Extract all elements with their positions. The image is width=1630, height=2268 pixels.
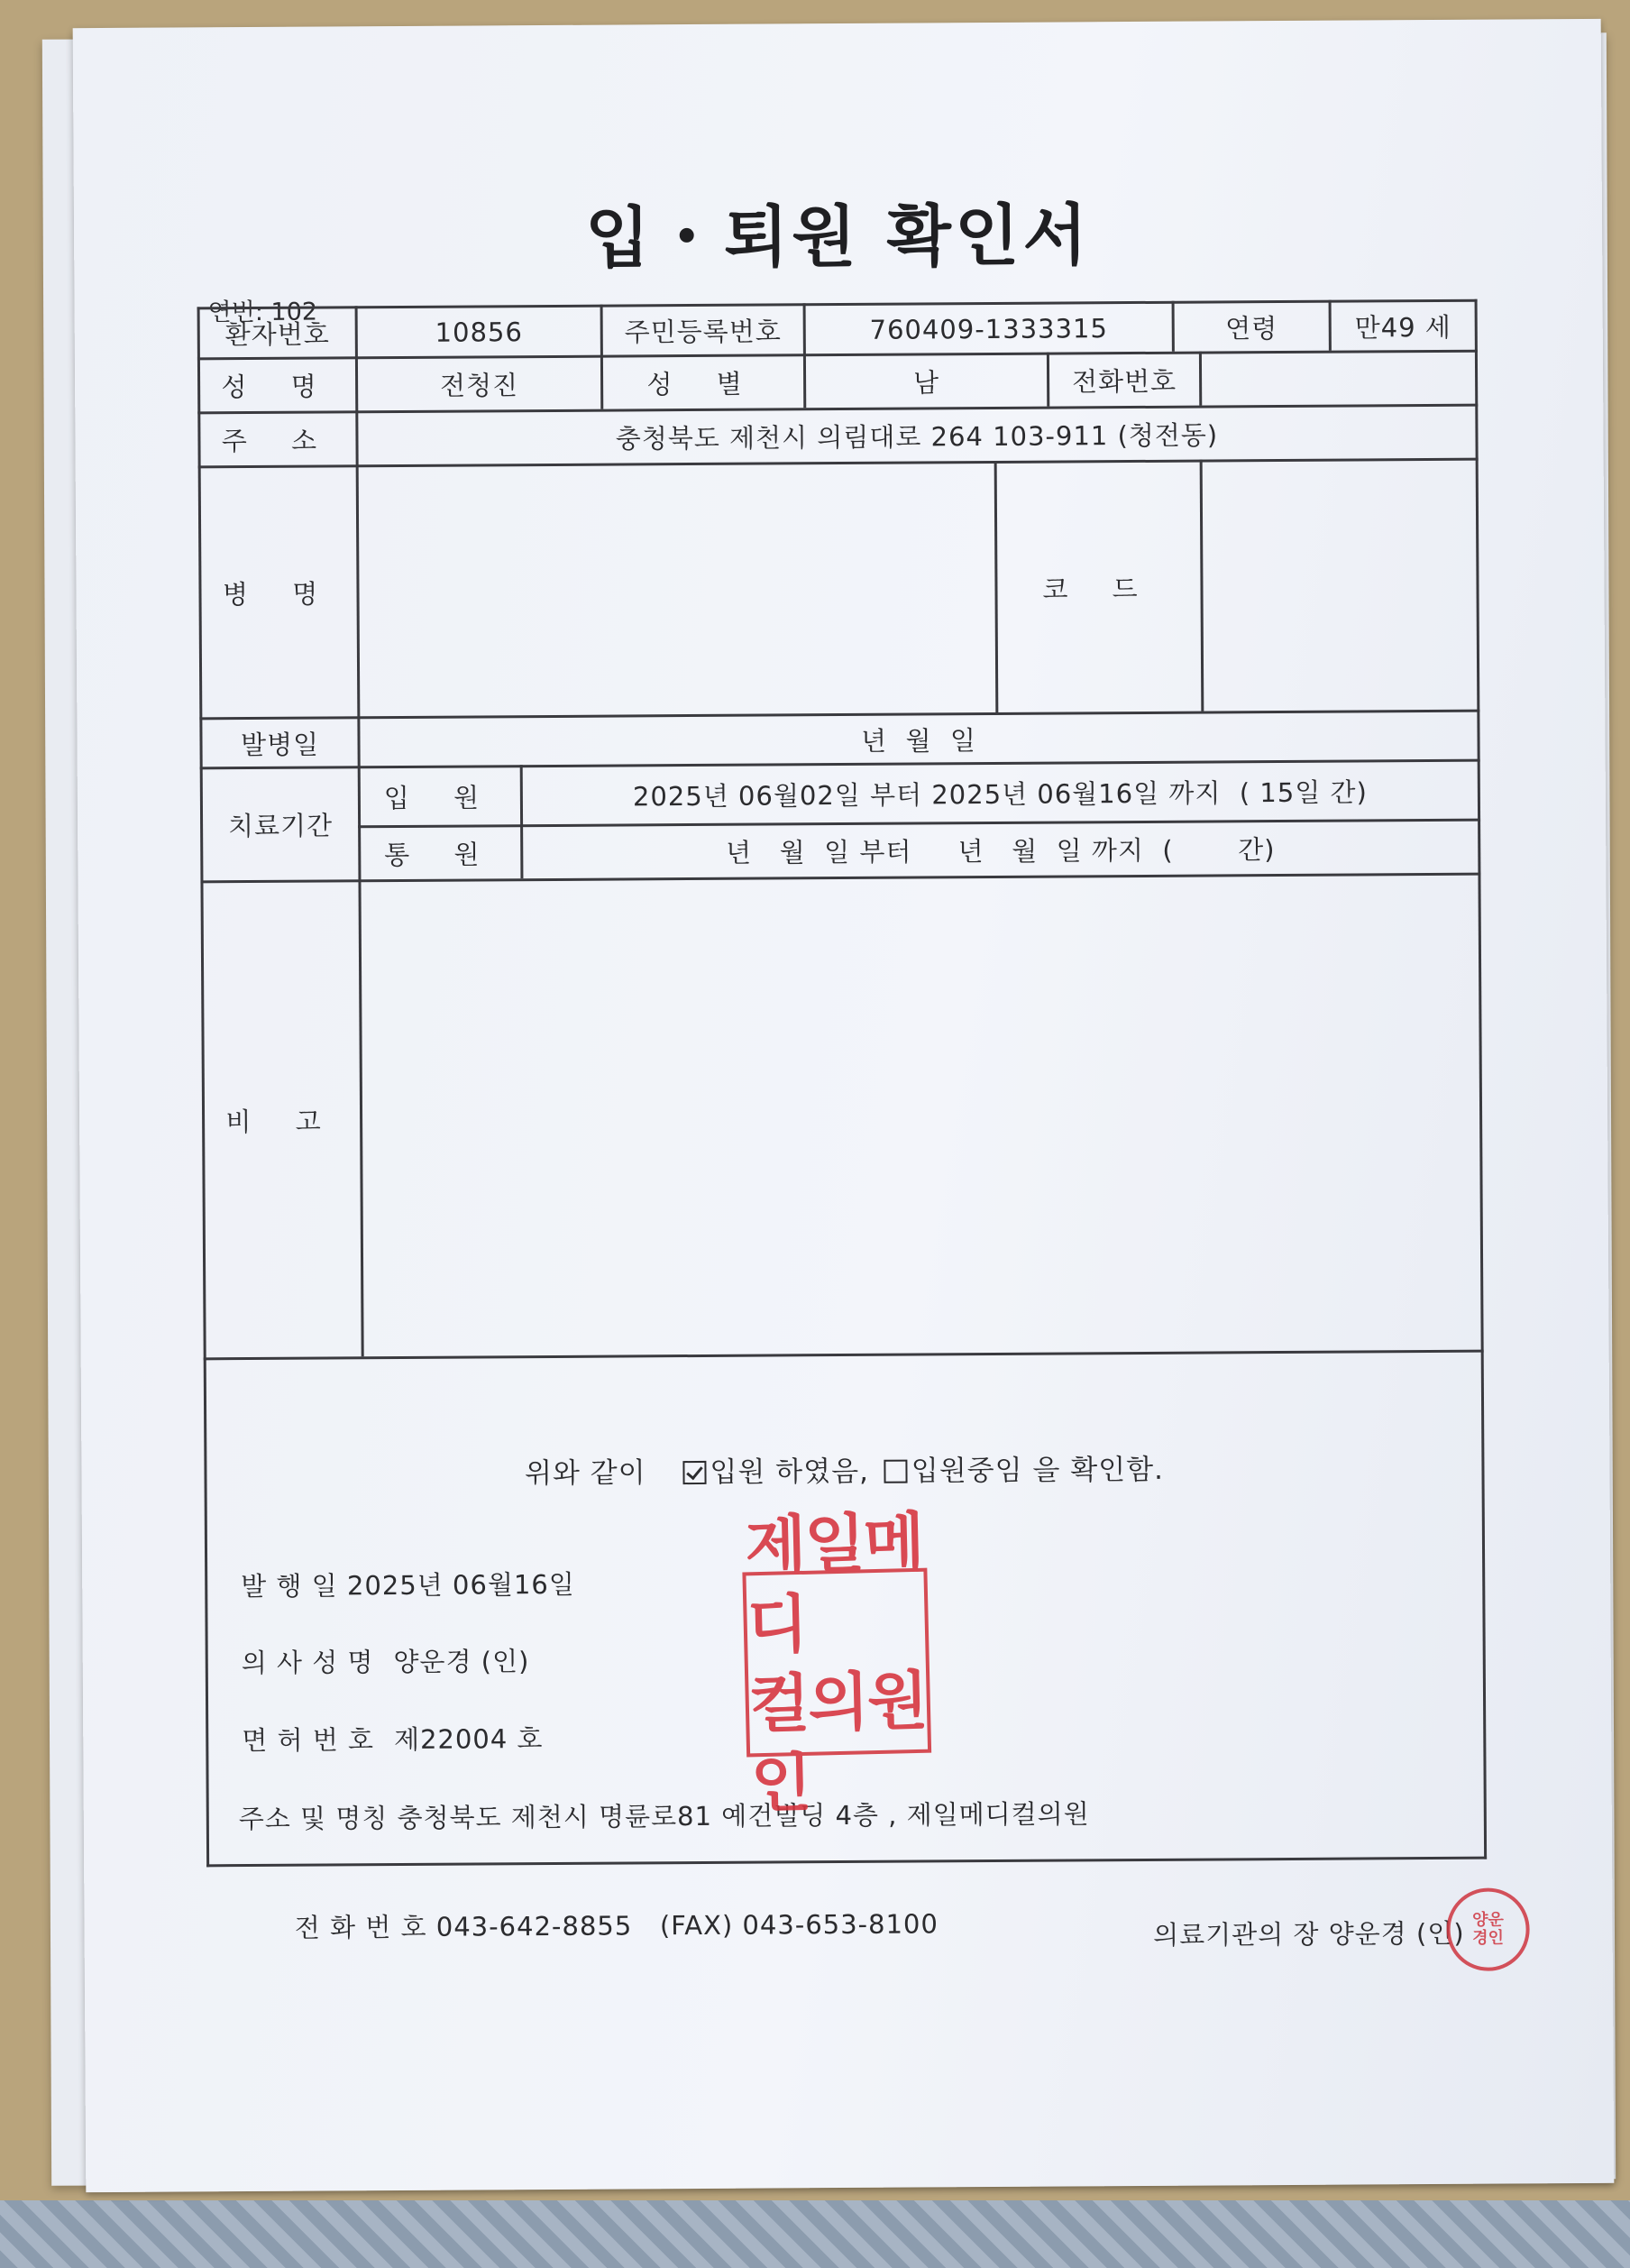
patient-id-label: 환자번호 [224,318,330,351]
clinic-phone-label: 전 화 번 호 [294,1911,427,1943]
license-value: 제22004 호 [393,1723,544,1756]
remarks-label: 비 고 [225,1105,339,1137]
confirmation-statement [204,1445,1484,1493]
name-value: 전청진 [439,370,519,401]
clinic-phone-value: 043-642-8855 (FAX) 043-653-8100 [435,1908,939,1942]
clinic-stamp-line2: 컬의원인 [747,1663,928,1821]
onset-label: 발병일 [240,729,320,760]
sex-value: 남 [912,367,940,399]
doctor-label: 의 사 성 명 [241,1647,374,1679]
phone-value [1202,353,1475,406]
remarks-value [361,876,1480,1357]
personal-seal-stamp [1446,1887,1530,1971]
license-line [242,1719,543,1758]
discharged-checkbox[interactable] [682,1461,706,1484]
address-label: 주 소 [221,425,335,457]
patient-id-value: 10856 [435,316,523,348]
sex-label: 성 별 [646,368,760,400]
issue-date-label: 발 행 일 [241,1570,338,1602]
issue-date-line [241,1565,575,1603]
onset-value: 년 월 일 [860,724,977,757]
clinic-address-value: 충청북도 제천시 명륜로81 예건빌딩 4층 , 제일메디컬의원 [397,1798,1090,1834]
seal-line1: 양운 [1472,1910,1504,1930]
outpatient-label: 통 원 [384,839,498,871]
seal-line2: 경인 [1472,1928,1505,1948]
code-value [1203,461,1478,712]
rrn-label: 주민등록번호 [624,316,782,348]
doctor-line [242,1641,530,1680]
age-label: 연령 [1225,313,1278,344]
document-page [73,19,1615,2192]
issue-date-value: 2025년 06월16일 [346,1568,575,1602]
treatment-period-label: 치료기간 [227,810,334,842]
inpatient-checkbox[interactable] [884,1460,908,1483]
code-label: 코 드 [1042,573,1156,605]
institution-head-signature [207,1911,1465,1959]
clinic-address-label: 주소 및 명칭 [238,1803,389,1835]
address-value: 충청북도 제천시 의림대로 264 103-911 (청전동) [615,419,1219,455]
info-table [197,299,1505,1951]
clinic-stamp-line1: 제일메디 [744,1504,924,1662]
confirmation-lead: 위와 같이 [524,1456,646,1491]
clinic-stamp [742,1504,931,1821]
clinic-address-line [239,1794,1090,1836]
serial-number: 연번: 102 [207,298,318,327]
outpatient-period-value: 년 월 일 부터 년 월 일 까지 ( 간) [725,834,1276,868]
name-label: 성 명 [221,371,334,403]
diagnosis-value [359,464,996,716]
inpatient-period-value: 2025년 06월02일 부터 2025년 06월16일 까지 ( 15일 간) [632,776,1368,813]
doctor-name-value: 양운경 (인) [393,1646,530,1678]
inpatient-label: 입 원 [383,782,498,814]
phone-label: 전화번호 [1071,365,1177,398]
background-fabric [0,2200,1630,2268]
institution-head-name: 양운경 (인) [1328,1917,1465,1950]
inpatient-option-label: 입원중임 [911,1454,1023,1488]
rrn-value: 760409-1333315 [869,312,1108,345]
institution-head-label: 의료기관의 장 [1153,1918,1320,1951]
license-label: 면 허 번 호 [242,1724,375,1757]
diagnosis-label: 병 명 [222,577,336,610]
document-title: 입・퇴원 확인서 [585,197,1092,278]
age-value: 만49 세 [1354,311,1451,344]
confirmation-tail: 을 확인함. [1032,1453,1165,1487]
discharged-option-label: 입원 하였음, [710,1455,870,1489]
